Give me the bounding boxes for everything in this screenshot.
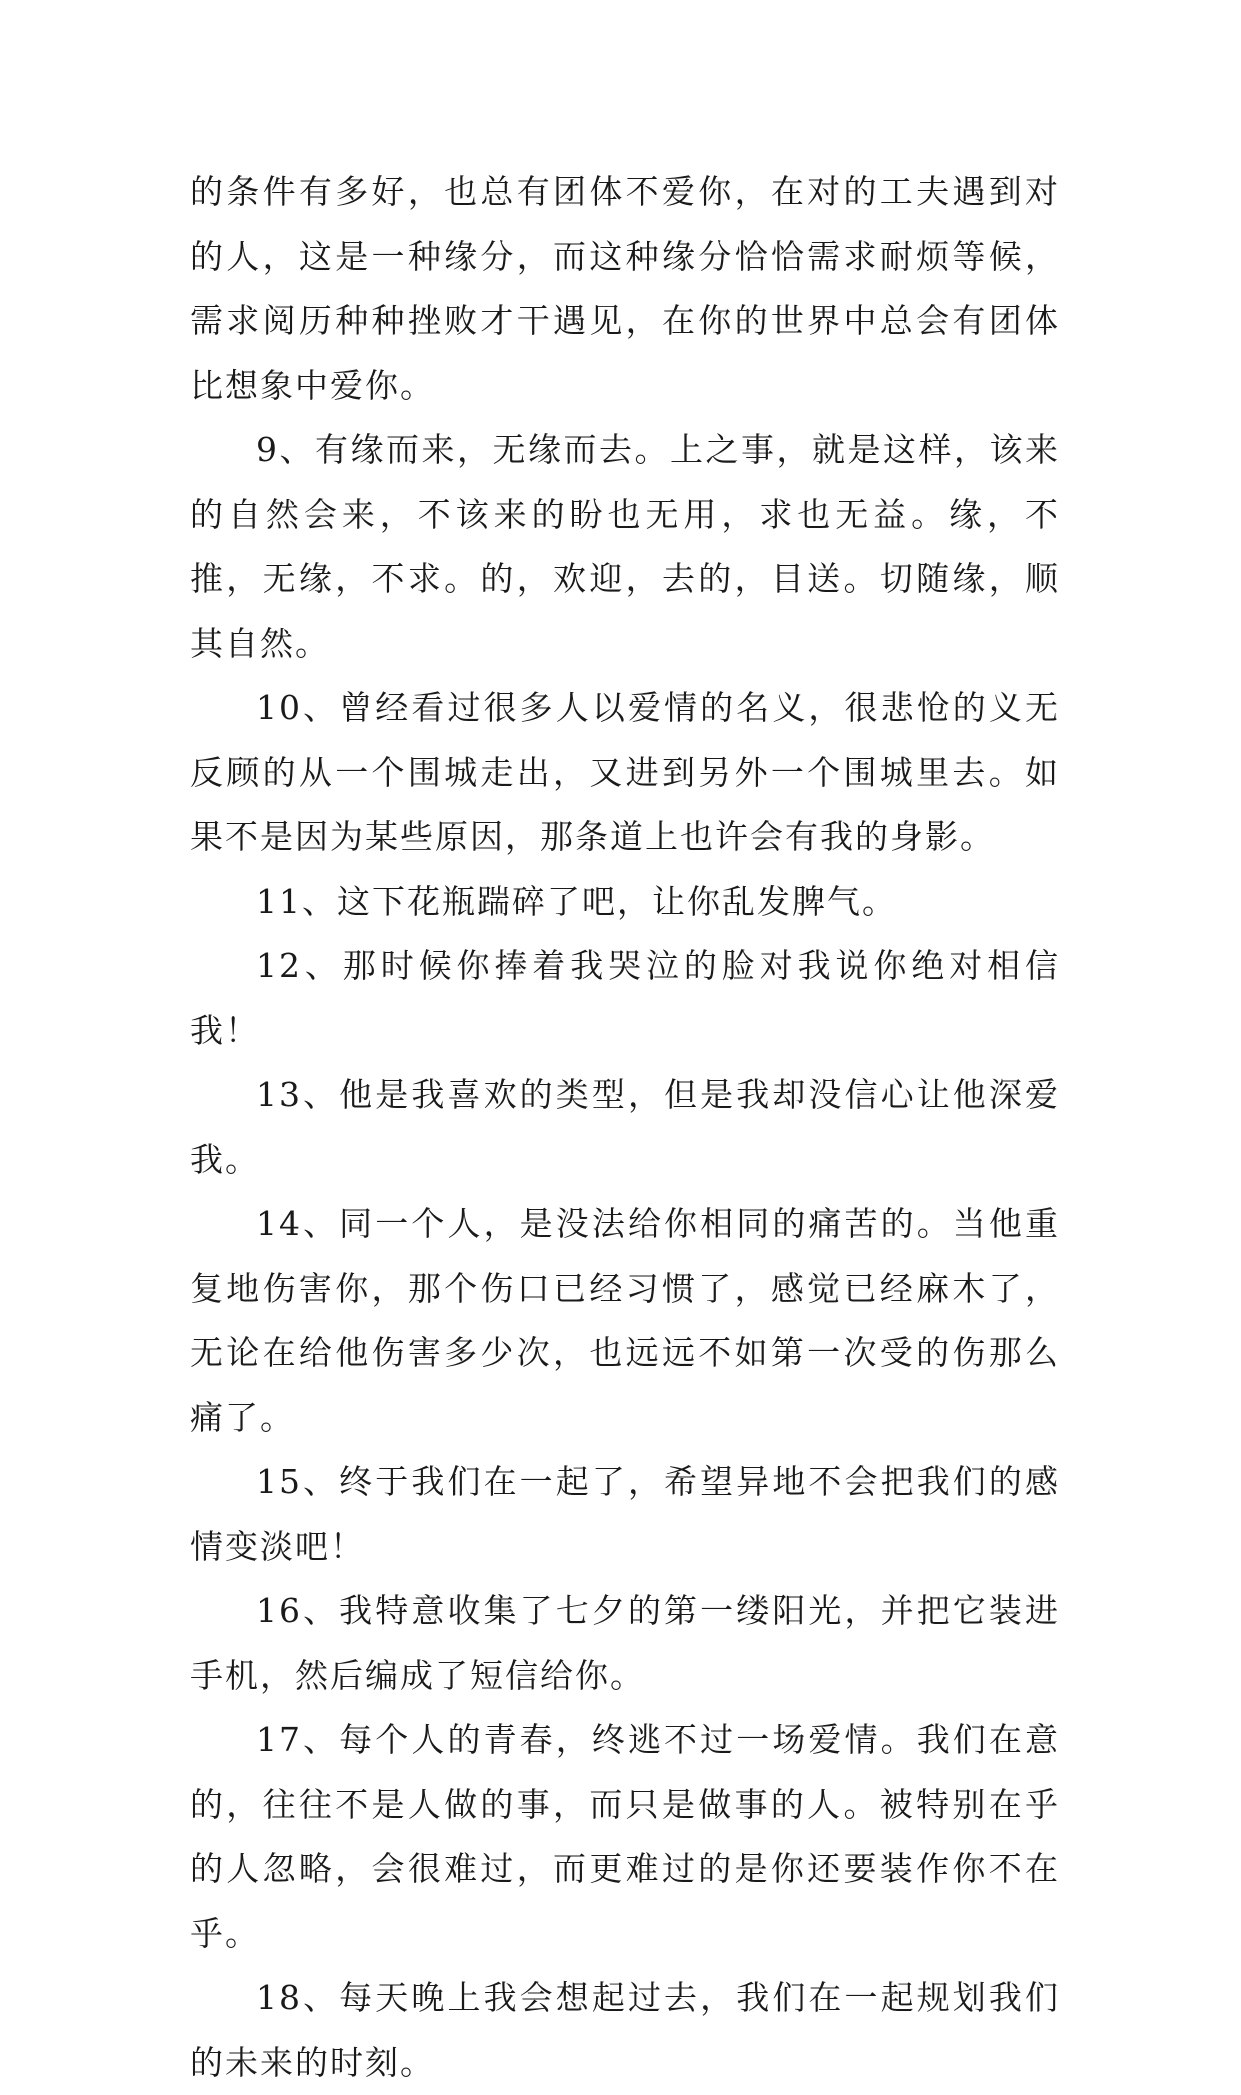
document-body — [190, 160, 1060, 2095]
paragraph-item-12: 12、那时候你捧着我哭泣的脸对我说你绝对相信我！ — [190, 946, 1060, 1050]
paragraph-item-10: 10、曾经看过很多人以爱情的名义，很悲怆的义无反顾的从一个围城走出，又进到另外一个围城里去。如果不是因为某些原因，那条道上也许会有我的身影。 — [190, 688, 1060, 856]
paragraph-item-9: 9、有缘而来，无缘而去。上之事，就是这样，该来的自然会来，不该来的盼也无用，求也无益。缘，不推，无缘，不求。的，欢迎，去的，目送。切随缘，顺其自然。 — [190, 430, 1060, 663]
paragraph-item-17: 17、每个人的青春，终逃不过一场爱情。我们在意的，往往不是人做的事，而只是做事的人。被特别在乎的人忽略，会很难过，而更难过的是你还要装作你不在乎。 — [190, 1720, 1060, 1953]
paragraph-item-16: 16、我特意收集了七夕的第一缕阳光，并把它装进手机，然后编成了短信给你。 — [190, 1591, 1060, 1695]
paragraph-item-14: 14、同一个人，是没法给你相同的痛苦的。当他重复地伤害你，那个伤口已经习惯了，感觉已经麻木了，无论在给他伤害多少次，也远远不如第一次受的伤那么痛了。 — [190, 1204, 1060, 1437]
paragraph-item-15: 15、终于我们在一起了，希望异地不会把我们的感情变淡吧！ — [190, 1462, 1060, 1566]
paragraph-continued: 的条件有多好，也总有团体不爱你，在对的工夫遇到对的人，这是一种缘分，而这种缘分恰恰需求耐烦等候，需求阅历种种挫败才干遇见，在你的世界中总会有团体比想象中爱你。 — [190, 172, 1060, 405]
paragraph-item-18: 18、每天晚上我会想起过去，我们在一起规划我们的未来的时刻。 — [190, 1978, 1060, 2082]
paragraph-item-11: 11、这下花瓶踹碎了吧，让你乱发脾气。 — [256, 881, 897, 921]
paragraph-item-13: 13、他是我喜欢的类型，但是我却没信心让他深爱我。 — [190, 1075, 1060, 1179]
